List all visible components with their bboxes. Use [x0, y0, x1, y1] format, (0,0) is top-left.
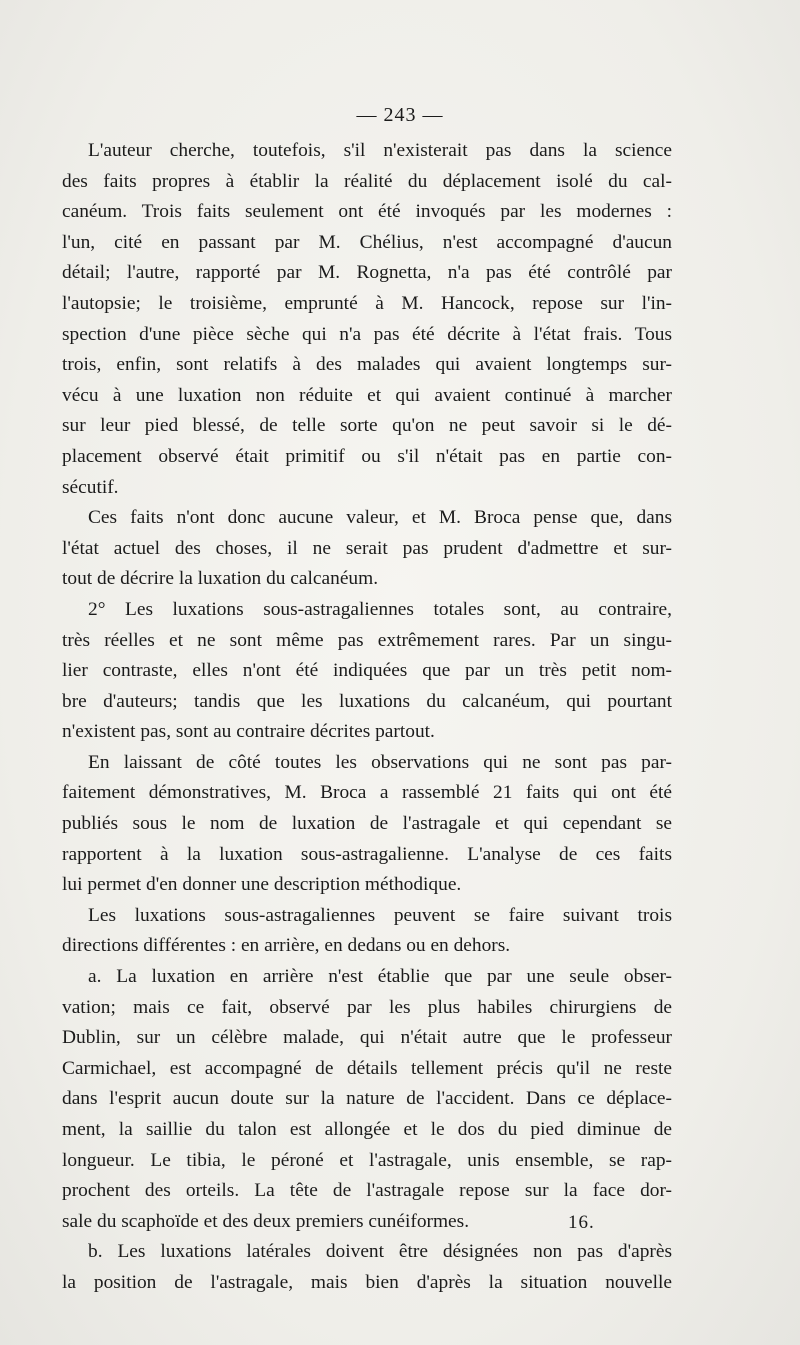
text-line: vécu à une luxation non réduite et qui avaient continué à marcher [62, 384, 672, 406]
text-line: sécutif. [62, 476, 119, 498]
text-line: lui permet d'en donner une description méthodique. [62, 874, 462, 896]
text-line: dans l'esprit aucun doute sur la nature de l'accident. Dans ce déplace- [62, 1088, 672, 1110]
text-line: placement observé était primitif ou s'il n'était pas en partie con- [62, 445, 672, 467]
text-line: Carmichael, est accompagné de détails tellement précis qu'il ne reste [62, 1057, 672, 1079]
text-line: très réelles et ne sont même pas extrêmement rares. Par un singu- [62, 629, 672, 651]
text-line: sale du scaphoïde et des deux premiers cunéiformes. [62, 1210, 470, 1232]
text-line: L'auteur cherche, toutefois, s'il n'existerait pas dans la science [88, 140, 672, 161]
text-line: n'existent pas, sont au contraire décrites partout. [62, 721, 435, 743]
text-line: Les luxations sous-astragaliennes peuvent se faire suivant trois [88, 904, 672, 926]
signature-mark: 16. [568, 1212, 595, 1233]
text-line: prochent des orteils. La tête de l'astragale repose sur la face dor- [62, 1180, 672, 1202]
text-line: l'autopsie; le troisième, emprunté à M. Hancock, repose sur l'in- [62, 292, 672, 314]
text-line: ment, la saillie du talon est allongée et le dos du pied diminue de [62, 1119, 672, 1140]
text-line: rapportent à la luxation sous-astragalienne. L'analyse de ces faits [62, 843, 672, 865]
text-line: directions différentes : en arrière, en dedans ou en dehors. [62, 935, 511, 957]
text-line: longueur. Le tibia, le péroné et l'astragale, unis ensemble, se rap- [62, 1149, 672, 1171]
text-line: l'état actuel des choses, il ne serait pas prudent d'admettre et sur- [62, 537, 672, 559]
text-line: tout de décrire la luxation du calcanéum. [62, 568, 379, 590]
text-line: Ces faits n'ont donc aucune valeur, et M. Broca pense que, dans [88, 507, 672, 529]
text-line: faitement démonstratives, M. Broca a rassemblé 21 faits qui ont été [62, 782, 672, 804]
text-line: Dublin, sur un célèbre malade, qui n'était autre que le professeur [62, 1027, 672, 1049]
page-number: — 243 — [356, 104, 444, 126]
text-line: détail; l'autre, rapporté par M. Rognetta, n'a pas été contrôlé par [62, 262, 672, 284]
text-line: a. La luxation en arrière n'est établie que par une seule obser- [88, 966, 672, 988]
body-text [62, 136, 672, 1299]
text-line: la position de l'astragale, mais bien d'après la situation nouvelle [62, 1271, 672, 1293]
text-line: canéum. Trois faits seulement ont été invoqués par les modernes : [62, 201, 672, 223]
text-line: des faits propres à établir la réalité du déplacement isolé du cal- [62, 170, 672, 192]
text-line: vation; mais ce fait, observé par les plus habiles chirurgiens de [62, 996, 672, 1018]
text-line: publiés sous le nom de luxation de l'astragale et qui cependant se [62, 813, 672, 835]
text-line: trois, enfin, sont relatifs à des malades qui avaient longtemps sur- [62, 354, 672, 376]
text-line: spection d'une pièce sèche qui n'a pas été décrite à l'état frais. Tous [62, 323, 672, 345]
text-line: bre d'auteurs; tandis que les luxations du calcanéum, qui pourtant [62, 690, 672, 712]
text-line: En laissant de côté toutes les observations qui ne sont pas par- [88, 751, 672, 773]
text-line: lier contraste, elles n'ont été indiquées que par un très petit nom- [62, 660, 672, 682]
text-line: l'un, cité en passant par M. Chélius, n'est accompagné d'aucun [62, 231, 672, 253]
text-line: b. Les luxations latérales doivent être désignées non pas d'après [88, 1241, 672, 1263]
text-line: sur leur pied blessé, de telle sorte qu'on ne peut savoir si le dé- [62, 415, 672, 437]
text-line: 2° Les luxations sous-astragaliennes totales sont, au contraire, [88, 598, 672, 620]
